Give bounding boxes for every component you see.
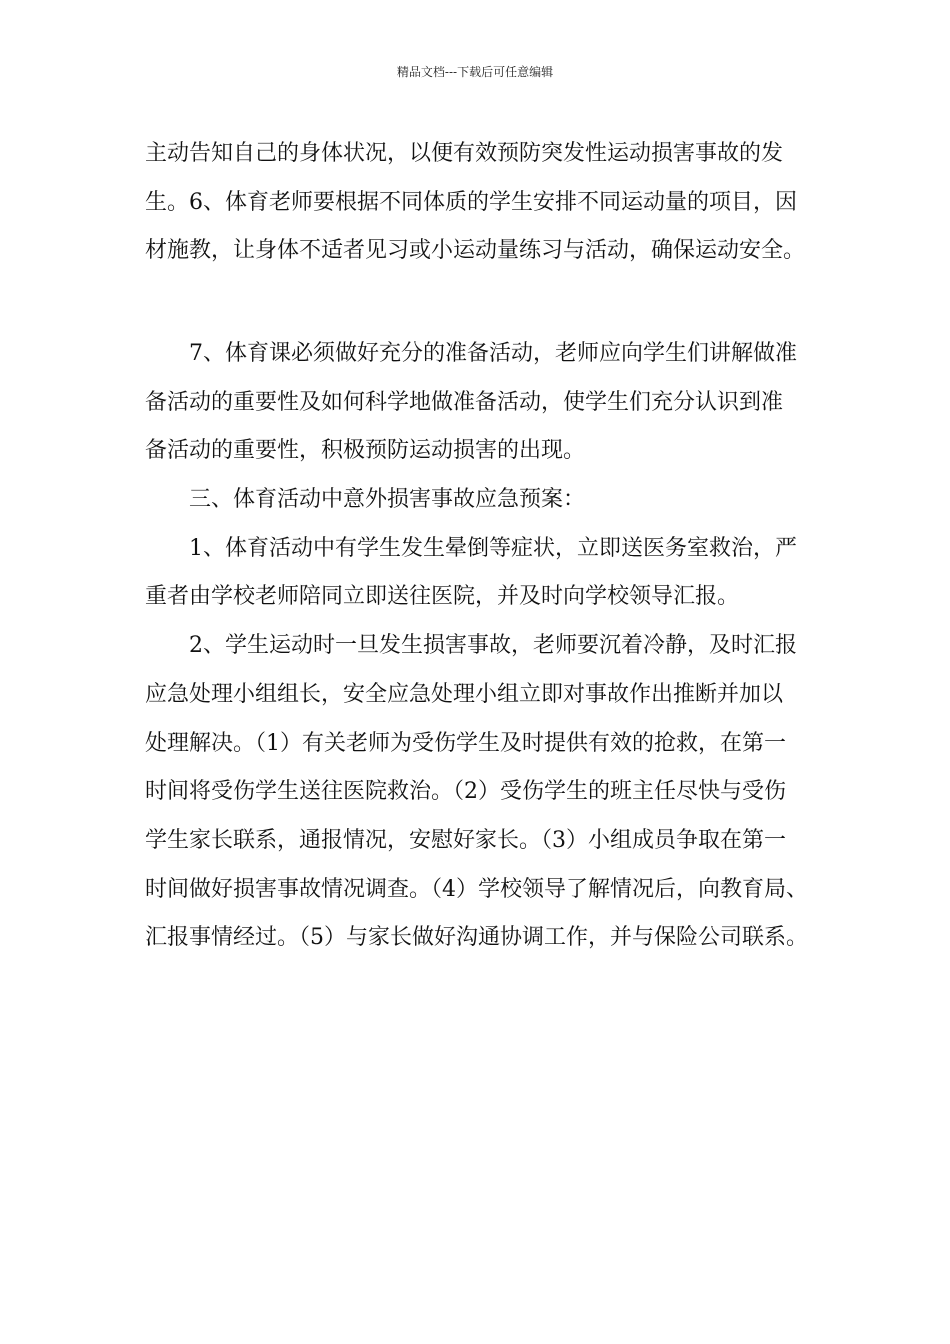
text-line: 材施教，让身体不适者见习或小运动量练习与活动，确保运动安全。: [145, 238, 806, 264]
item-2-start: 2、学生运动时一旦发生损害事故，老师要沉着冷静，及时汇报: [189, 633, 797, 659]
text-line: 学生家长联系，通报情况，安慰好家长。（3）小组成员争取在第一: [145, 827, 786, 853]
text-line: 主动告知自己的身体状况，以便有效预防突发性运动损害事故的发: [145, 141, 784, 166]
text-line: 重者由学校老师陪同立即送往医院，并及时向学校领导汇报。: [145, 584, 740, 610]
text-line: 时间做好损害事故情况调查。（4）学校领导了解情况后，向教育局、: [145, 876, 808, 902]
paragraph-block-2: [145, 330, 825, 963]
paragraph-block-1: [145, 130, 825, 276]
section-heading: 三、体育活动中意外损害事故应急预案：: [189, 487, 586, 513]
text-line: 时间将受伤学生送往医院救治。（2）受伤学生的班主任尽快与受伤: [145, 779, 786, 805]
page-header: 精品文档---下载后可任意编辑: [396, 65, 554, 79]
item-1-start: 1、体育活动中有学生发生晕倒等症状，立即送医务室救治，严: [189, 535, 797, 561]
paragraph-7-start: 7、体育课必须做好充分的准备活动，老师应向学生们讲解做准: [189, 341, 797, 366]
text-line: 汇报事情经过。（5）与家长做好沟通协调工作，并与保险公司联系。: [145, 925, 808, 951]
text-line: 生。6、体育老师要根据不同体质的学生安排不同运动量的项目，因: [145, 189, 797, 215]
text-line: 备活动的重要性及如何科学地做准备活动，使学生们充分认识到准: [145, 389, 784, 415]
text-line: 应急处理小组组长，安全应急处理小组立即对事故作出推断并加以: [145, 681, 784, 707]
text-line: 备活动的重要性，积极预防运动损害的出现。: [145, 438, 586, 464]
text-line: 处理解决。（1）有关老师为受伤学生及时提供有效的抢救，在第一: [145, 730, 786, 756]
